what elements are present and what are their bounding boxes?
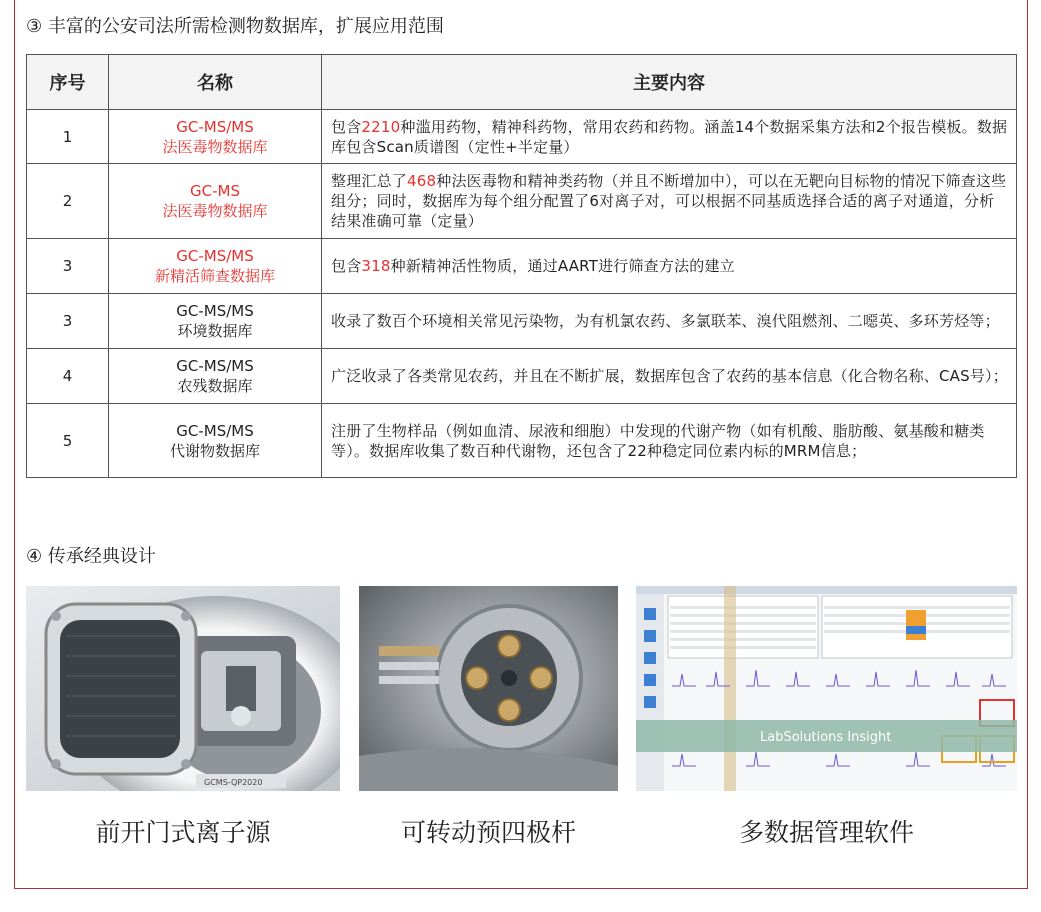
row-content: 包含318种新精神活性物质，通过AART进行筛查方法的建立 bbox=[322, 239, 1017, 294]
database-table bbox=[26, 54, 1017, 478]
table-row bbox=[27, 164, 1017, 239]
software-overlay-title: LabSolutions Insight bbox=[760, 730, 892, 745]
table-row bbox=[27, 404, 1017, 478]
row-name: GC-MS/MS 法医毒物数据库 bbox=[109, 110, 322, 164]
section-3-heading: ③ 丰富的公安司法所需检测物数据库，扩展应用范围 bbox=[26, 16, 444, 37]
row-index: 4 bbox=[27, 349, 109, 404]
header-index: 序号 bbox=[27, 55, 109, 110]
row-name: GC-MS/MS 环境数据库 bbox=[109, 294, 322, 349]
caption-ion-source: 前开门式离子源 bbox=[95, 818, 271, 847]
caption-software: 多数据管理软件 bbox=[738, 818, 914, 847]
header-name: 名称 bbox=[109, 55, 322, 110]
row-name: GC-MS/MS 农残数据库 bbox=[109, 349, 322, 404]
row-name: GC-MS/MS 新精活筛查数据库 bbox=[109, 239, 322, 294]
row-index: 3 bbox=[27, 239, 109, 294]
row-content: 整理汇总了468种法医毒物和精神类药物（并且不断增加中），可以在无靶向目标物的情况下筛查这些组分；同时，数据库为每个组分配置了6对离子对，可以根据不同基质选择合适的离子对通道，分析结果准确可靠（定量） bbox=[322, 164, 1017, 239]
table-row bbox=[27, 294, 1017, 349]
model-label: GCMS-QP2020 bbox=[204, 778, 263, 787]
row-name: GC-MS 法医毒物数据库 bbox=[109, 164, 322, 239]
caption-prequad: 可转动预四极杆 bbox=[400, 818, 576, 847]
row-index: 1 bbox=[27, 110, 109, 164]
software-screenshot bbox=[636, 586, 1017, 791]
row-name: GC-MS/MS 代谢物数据库 bbox=[109, 404, 322, 478]
row-content: 包含2210种滥用药物，精神科药物，常用农药和药物。涵盖14个数据采集方法和2个报告模板。数据库包含Scan质谱图（定性+半定量） bbox=[322, 110, 1017, 164]
table-row bbox=[27, 239, 1017, 294]
ion-source-photo bbox=[26, 586, 340, 791]
table-header-row bbox=[27, 55, 1017, 110]
section-4-heading: ④ 传承经典设计 bbox=[26, 546, 156, 567]
table-row bbox=[27, 349, 1017, 404]
header-content: 主要内容 bbox=[322, 55, 1017, 110]
table-row bbox=[27, 110, 1017, 164]
row-content: 广泛收录了各类常见农药，并且在不断扩展，数据库包含了农药的基本信息（化合物名称、CAS号）； bbox=[322, 349, 1017, 404]
row-index: 5 bbox=[27, 404, 109, 478]
row-index: 2 bbox=[27, 164, 109, 239]
row-content: 收录了数百个环境相关常见污染物，为有机氯农药、多氯联苯、溴代阻燃剂、二噁英、多环芳烃等； bbox=[322, 294, 1017, 349]
prequad-photo bbox=[359, 586, 618, 791]
row-content: 注册了生物样品（例如血清、尿液和细胞）中发现的代谢产物（如有机酸、脂肪酸、氨基酸和糖类等）。数据库收集了数百种代谢物，还包含了22种稳定同位素内标的MRM信息； bbox=[322, 404, 1017, 478]
row-index: 3 bbox=[27, 294, 109, 349]
